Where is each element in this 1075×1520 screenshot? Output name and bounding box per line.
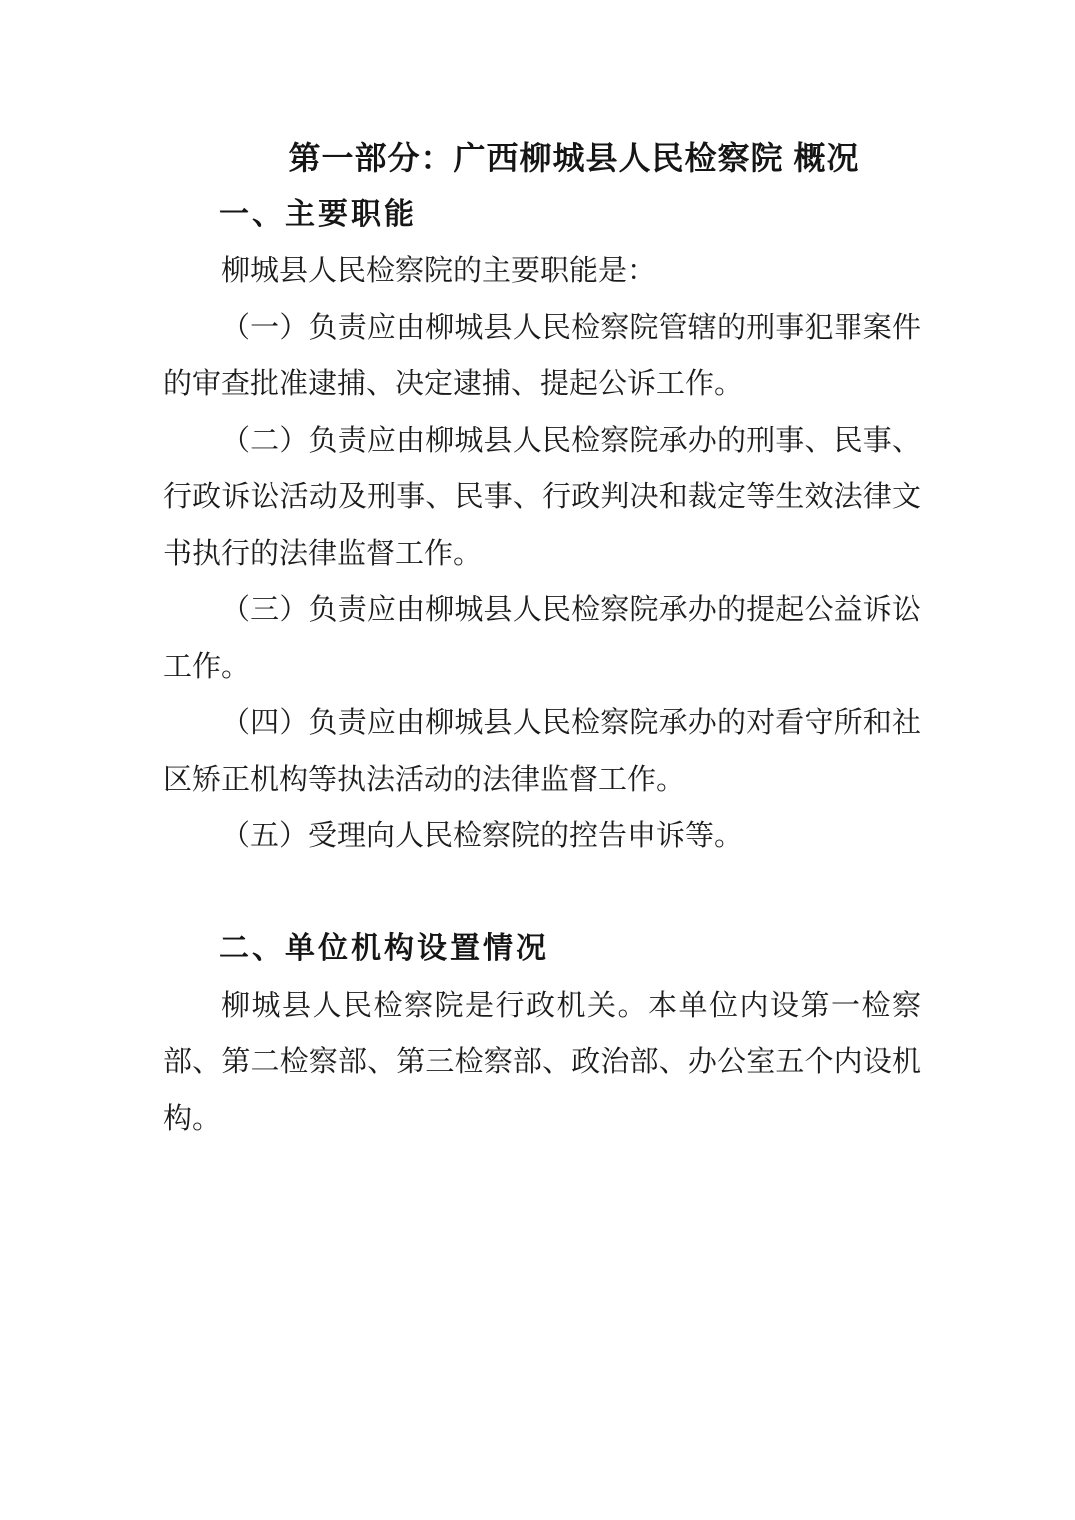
section-heading: 二、单位机构设置情况 [219,932,549,965]
paragraph-org [163,978,921,1148]
text-line: 柳城县人民检察院是行政机关。本单位内设第一检察 [221,989,921,1022]
text-line: 书执行的法律监督工作。 [163,537,483,570]
document-title: 第一部分：广西柳城县人民检察院 概况 [288,140,860,176]
paragraph-duty-4 [163,695,921,808]
text-line: 部、第二检察部、第三检察部、政治部、办公室五个内设机 [163,1046,921,1078]
text-line: （五）受理向人民检察院的控告申诉等。 [221,820,744,852]
text-line: 柳城县人民检察院的主要职能是： [221,255,657,287]
text-line: （三）负责应由柳城县人民检察院承办的提起公益诉讼 [221,594,921,626]
text-line: 构。 [163,1102,222,1135]
text-line: （二）负责应由柳城县人民检察院承办的刑事、民事、 [221,424,921,457]
section-heading: 一、主要职能 [219,197,417,231]
text-line: （四）负责应由柳城县人民检察院承办的对看守所和社 [221,707,921,739]
paragraph-intro [163,243,921,300]
text-line: 的审查批准逮捕、决定逮捕、提起公诉工作。 [163,368,744,400]
paragraph-duty-5 [163,808,921,865]
section-main-duties [163,187,921,865]
blank-line [163,865,921,922]
text-line: 区矫正机构等执法活动的法律监督工作。 [163,763,686,796]
paragraph-duty-2 [163,413,921,583]
text-line: 工作。 [163,650,251,683]
paragraph-duty-1 [163,300,921,413]
paragraph-duty-3 [163,582,921,695]
text-line: （一）负责应由柳城县人民检察院管辖的刑事犯罪案件 [221,311,921,344]
document-content [163,130,921,1147]
text-line: 行政诉讼活动及刑事、民事、行政判决和裁定等生效法律文 [163,481,921,513]
section-org-structure [163,921,921,1147]
